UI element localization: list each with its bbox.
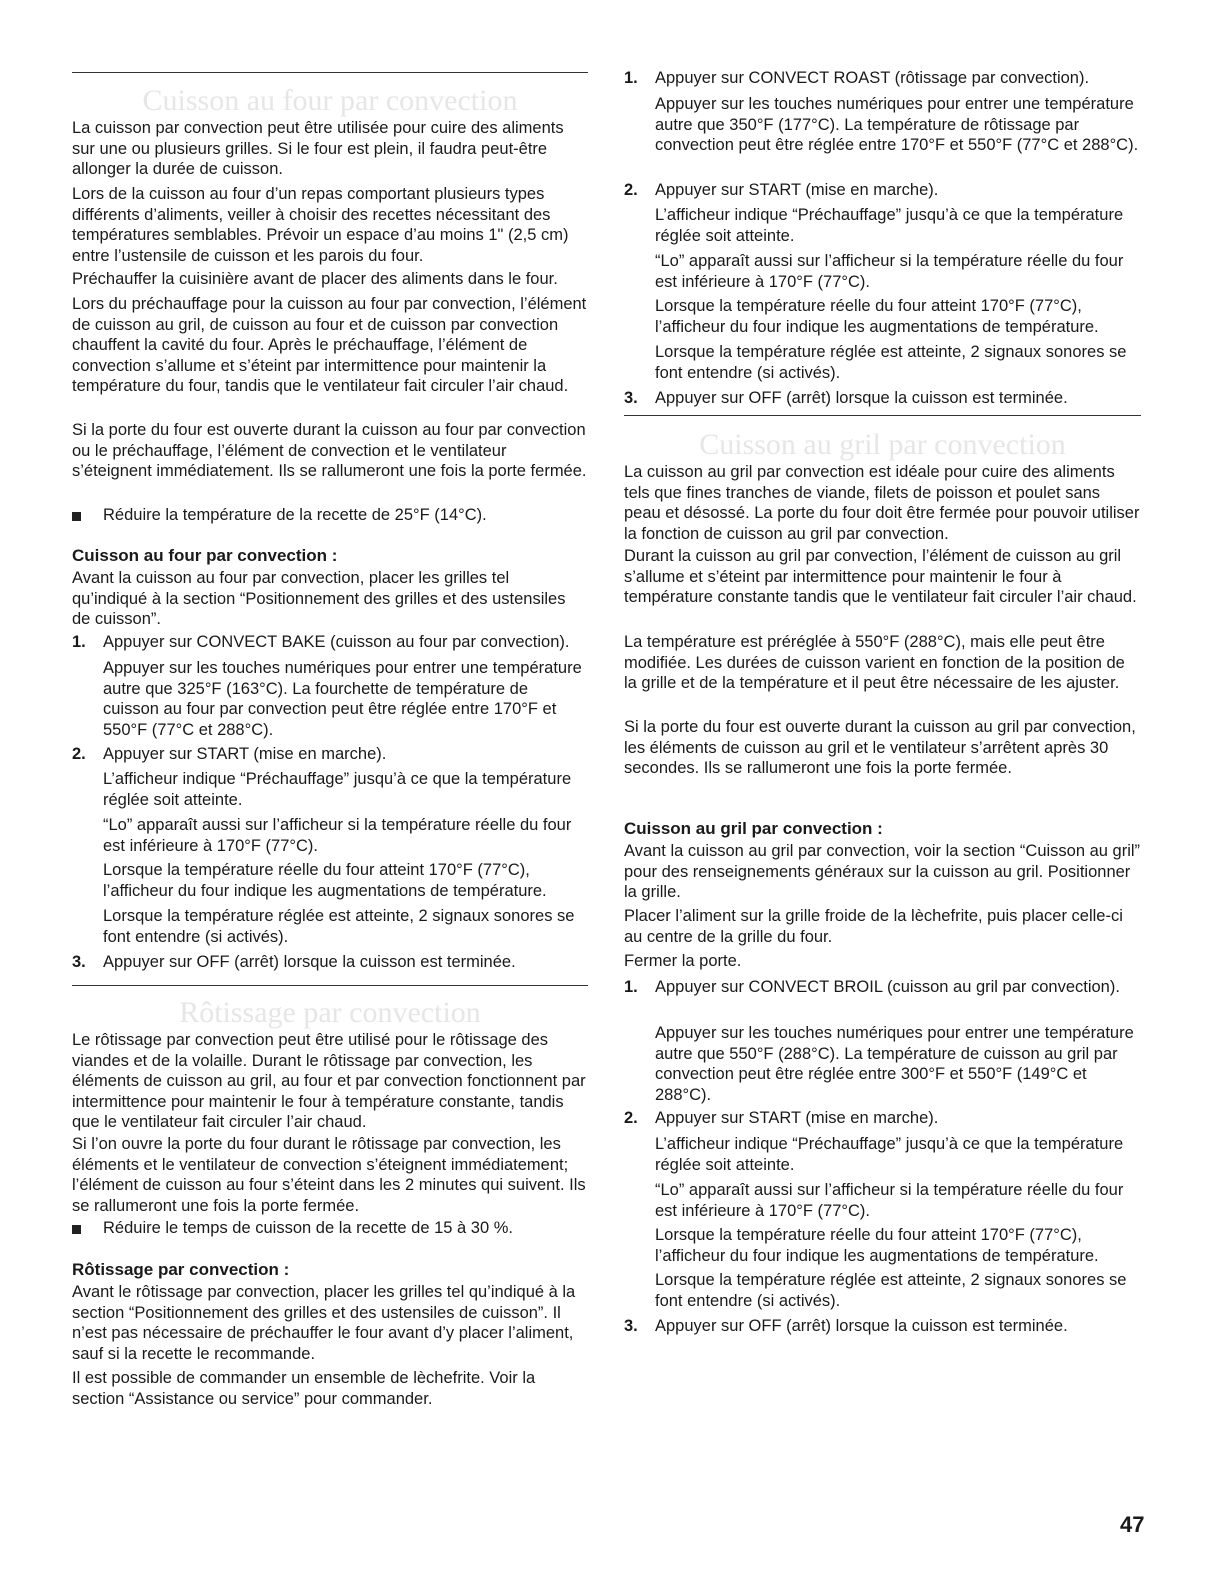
step-detail: “Lo” apparaît aussi sur l’afficheur si la température réelle du four est inférieure à 170°F (77°C). xyxy=(655,1181,1124,1220)
subheading: Cuisson au gril par convection : xyxy=(624,819,883,838)
step-detail: Lorsque la température réelle du four atteint 170°F (77°C), l’afficheur du four indique les augmentations de température. xyxy=(655,297,1099,336)
step-2: 2. Appuyer sur START (mise en marche). xyxy=(624,1109,939,1127)
step-3: 3. Appuyer sur OFF (arrêt) lorsque la cuisson est terminée. xyxy=(624,389,1068,407)
bullet-item: Réduire le temps de cuisson de la recette de 15 à 30 %. xyxy=(72,1218,588,1239)
step-1: 1. Appuyer sur CONVECT BROIL (cuisson au gril par convection). xyxy=(624,978,1120,996)
section-title-convection-broil: Cuisson au gril par convection xyxy=(699,428,1066,461)
subheading: Cuisson au four par convection : xyxy=(72,546,338,565)
section-title-convection-bake: Cuisson au four par convection xyxy=(142,84,518,117)
step-detail: Lorsque la température réglée est atteinte, 2 signaux sonores se font entendre (si activés). xyxy=(655,343,1127,382)
paragraph: Fermer la porte. xyxy=(624,952,742,970)
bullet-item: Réduire la température de la recette de 25°F (14°C). xyxy=(72,505,588,526)
paragraph: Avant le rôtissage par convection, placer les grilles tel qu’indiqué à la section “Positionnement des grilles et des ustensiles de cuisson”. Il n’est pas nécessaire de préchauffer le four avant d’y placer l’aliment, sauf si la recette le recommande. xyxy=(72,1283,576,1363)
paragraph: Avant la cuisson au gril par convection, voir la section “Cuisson au gril” pour des renseignements généraux sur la cuisson au gril. Positionner la grille. xyxy=(624,842,1141,901)
paragraph: Préchauffer la cuisinière avant de placer des aliments dans le four. xyxy=(72,270,558,288)
paragraph: Avant la cuisson au four par convection, placer les grilles tel qu’indiqué à la section “Positionnement des grilles et des ustensiles de cuisson”. xyxy=(72,569,566,628)
step-detail: Lorsque la température réelle du four atteint 170°F (77°C), l’afficheur du four indique les augmentations de température. xyxy=(655,1226,1099,1265)
step-detail: Appuyer sur les touches numériques pour entrer une température autre que 350°F (177°C). La température de rôtissage par convection peut être réglée entre 170°F et 550°F (77°C et 288°C). xyxy=(655,95,1139,154)
step-1: 1. Appuyer sur CONVECT ROAST (rôtissage par convection). xyxy=(624,69,1090,87)
step-detail: Appuyer sur les touches numériques pour entrer une température autre que 550°F (288°C). La température de cuisson au gril par convection peut être réglée entre 300°F et 550°F (149°C et 288°C). xyxy=(655,1024,1134,1104)
paragraph: Si l’on ouvre la porte du four durant le rôtissage par convection, les éléments et le ventilateur de convection s’éteignent immédiatement; l’élément de cuisson au four s’éteint dans les 2 minutes qui suivent. Ils se rallumeront une fois la porte fermée. xyxy=(72,1135,586,1215)
section-rule xyxy=(72,985,588,986)
paragraph: Si la porte du four est ouverte durant la cuisson au gril par convection, les éléments de cuisson au gril et le ventilateur s’arrêtent après 30 secondes. Ils se rallumeront une fois la porte fermée. xyxy=(624,718,1136,777)
step-1: 1. Appuyer sur CONVECT BAKE (cuisson au four par convection). xyxy=(72,633,570,651)
paragraph: Lors de la cuisson au four d’un repas comportant plusieurs types différents d’aliments, veiller à choisir des recettes nécessitant des températures semblables. Prévoir un espace d’au moins 1" (2,5 cm) entre l’ustensile de cuisson et les parois du four. xyxy=(72,185,569,265)
step-detail: Lorsque la température réglée est atteinte, 2 signaux sonores se font entendre (si activés). xyxy=(655,1271,1127,1310)
step-detail: “Lo” apparaît aussi sur l’afficheur si la température réelle du four est inférieure à 170°F (77°C). xyxy=(103,816,572,855)
page-number: 47 xyxy=(1120,1512,1145,1537)
step-2: 2. Appuyer sur START (mise en marche). xyxy=(624,181,939,199)
step-detail: Appuyer sur les touches numériques pour entrer une température autre que 325°F (163°C). La fourchette de température de cuisson au four par convection peut être réglée entre 170°F et 550°F (77°C et 288°C). xyxy=(103,659,582,739)
step-3: 3. Appuyer sur OFF (arrêt) lorsque la cuisson est terminée. xyxy=(624,1317,1068,1335)
step-detail: Lorsque la température réglée est atteinte, 2 signaux sonores se font entendre (si activés). xyxy=(103,907,575,946)
paragraph: La température est préréglée à 550°F (288°C), mais elle peut être modifiée. Les durées de cuisson varient en fonction de la position de la grille et de la température et il peut être nécessaire de les ajuster. xyxy=(624,633,1125,692)
section-title-convection-roast: Rôtissage par convection xyxy=(179,996,481,1029)
paragraph: Durant la cuisson au gril par convection, l’élément de cuisson au gril s’allume et s’éteint par intermittence pour maintenir le four à température constante tandis que le ventilateur fait circuler l’air chaud. xyxy=(624,547,1137,606)
step-3: 3. Appuyer sur OFF (arrêt) lorsque la cuisson est terminée. xyxy=(72,953,516,971)
paragraph: Placer l’aliment sur la grille froide de la lèchefrite, puis placer celle-ci au centre de la grille du four. xyxy=(624,907,1123,946)
square-bullet-icon xyxy=(72,512,81,521)
paragraph: La cuisson par convection peut être utilisée pour cuire des aliments sur une ou plusieurs grilles. Si le four est plein, il faudra peut-être allonger la durée de cuisson. xyxy=(72,119,564,178)
paragraph: Lors du préchauffage pour la cuisson au four par convection, l’élément de cuisson au gril, de cuisson au four et de cuisson par convection chauffent la cavité du four. Après le préchauffage, l’élément de convection s’allume et s’éteint par intermittence pour maintenir la température du four, tandis que le ventilateur fait circuler l’air chaud. xyxy=(72,295,587,395)
step-detail: L’afficheur indique “Préchauffage” jusqu’à ce que la température réglée soit atteinte. xyxy=(103,770,572,809)
section-rule xyxy=(624,415,1141,416)
paragraph: Si la porte du four est ouverte durant la cuisson au four par convection ou le préchauffage, l’élément de convection et le ventilateur s’éteignent immédiatement. Ils se rallumeront une fois la porte fermée. xyxy=(72,421,587,480)
paragraph: La cuisson au gril par convection est idéale pour cuire des aliments tels que fines tranches de viande, filets de poisson et poulet sans peau et désossé. La porte du four doit être fermée pour pouvoir utiliser la fonction de cuisson au gril par convection. xyxy=(624,463,1140,543)
section-rule xyxy=(72,72,588,73)
step-detail: “Lo” apparaît aussi sur l’afficheur si la température réelle du four est inférieure à 170°F (77°C). xyxy=(655,252,1124,291)
paragraph: Le rôtissage par convection peut être utilisé pour le rôtissage des viandes et de la volaille. Durant le rôtissage par convection, les éléments de cuisson au gril, au four et par convection fonctionnent par intermittence pour maintenir le four à température constante, tandis que le ventilateur fait circuler l’air chaud. xyxy=(72,1031,586,1131)
step-detail: Lorsque la température réelle du four atteint 170°F (77°C), l’afficheur du four indique les augmentations de température. xyxy=(103,861,547,900)
step-detail: L’afficheur indique “Préchauffage” jusqu’à ce que la température réglée soit atteinte. xyxy=(655,1135,1124,1174)
step-2: 2. Appuyer sur START (mise en marche). xyxy=(72,745,387,763)
square-bullet-icon xyxy=(72,1225,81,1234)
paragraph: Il est possible de commander un ensemble de lèchefrite. Voir la section “Assistance ou service” pour commander. xyxy=(72,1369,536,1408)
step-detail: L’afficheur indique “Préchauffage” jusqu’à ce que la température réglée soit atteinte. xyxy=(655,206,1124,245)
subheading: Rôtissage par convection : xyxy=(72,1260,290,1279)
